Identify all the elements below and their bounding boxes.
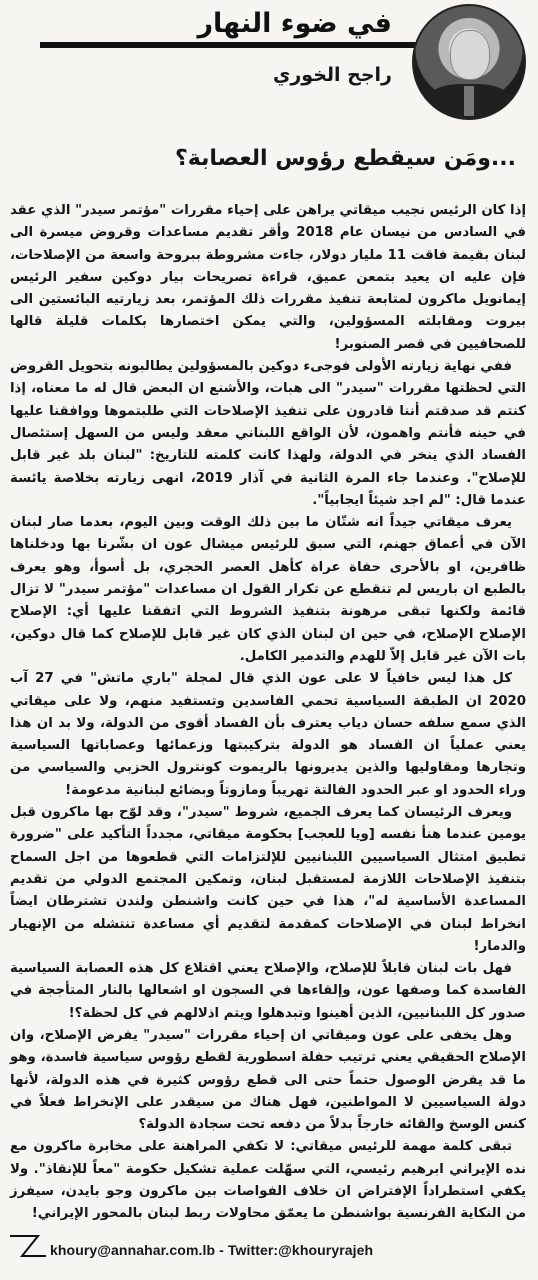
column-name: في ضوء النهار: [197, 8, 392, 39]
author-photo-face: [450, 30, 490, 80]
paragraph-8: تبقى كلمة مهمة للرئيس ميقاتي: لا تكفي المراهنة على مخابرة ماكرون مع نده الإيراني ابرهيم رئيسي، التي سهّلت عملية تشكيل حكومة "معاً للإنقاذ". ولا يكفي استطراداً الإفتراض ان خلاف الفواصات بين ماكرون وجو بايدن، سيفرز من النكاية الفرنسية بواشنطن ما يعمّق محاولات ربط لبنان بالمحور الإيراني!: [10, 1139, 526, 1222]
paragraph-4: كل هذا ليس خافياً لا على عون الذي قال لمجلة "باري ماتش" في 27 آب 2020 ان الطبقة السياسية تحمي الفاسدين وتستفيد منهم، ولا على ميقاتي الذي سمع سلفه حسان دياب يعترف بأن الفساد أقوى من الدولة، ولا بد ان هذا يعني عملياً ان الفساد هو الدولة بتركيبتها وزعمائها وعصاباتها السياسية وتجارها ومقاوليها والذين يديرونها بالريموت كونترول الحزبي والسياسي من وراء الحدود او عبر الحدود الفالتة تهريباً ومازوتاً وبضائع لبنانية مدعومة!: [10, 671, 526, 798]
author-contact: khoury@annahar.com.lb - Twitter:@khouryrajeh: [50, 1242, 374, 1258]
paragraph-5: ويعرف الرئيسان كما يعرف الجميع، شروط "سيدر"، وقد لوّح بها ماكرون قبل يومين عندما هنأ نفسه [ويا للعجب] بحكومة ميقاتي، مجدداً التأكيد على "ضرورة تطبيق امتثال السياسيين اللبنانيين للإلتزامات التي قطعوها من اجل السماح بتنفيذ الإصلاحات اللازمة لمستقبل لبنان، وتمكين المجتمع الدولي من تقديم المساعدة الأساسية له"، هذا في حين كانت واشنطن ولندن تشترطان ايضاً انخراط لبنان في الإصلاحات كمقدمة لتقديم أي مساعدة تنتشله من الإنهيار والدمار!: [10, 805, 526, 954]
paragraph-1: إذا كان الرئيس نجيب ميقاتي يراهن على إحياء مقررات "مؤتمر سيدر" الذي عقد في السادس من نيسان عام 2018 وأقر تقديم مساعدات وقروض ميسرة الى لبنان بقيمة فاقت 11 مليار دولار، جاءت مشروطة ببروحة واسعة من الإصلاحات، فإن عليه ان يعيد بتمعن عميق، قراءة تصريحات بيار دوكين سفير الرئيس إيمانويل ماكرون لمتابعة تنفيذ مقررات ذلك المؤتمر، بعد زيارتيه البائستين الى بيروت ومقابلته المسؤولين، والتي يمكن اختصارها بكلمات قليلة قالها للصحافيين في قصر الصنوبر!: [10, 203, 526, 352]
author-name: راجح الخوري: [272, 64, 392, 86]
paragraph-6: فهل بات لبنان قابلاً للإصلاح، والإصلاح يعني اقتلاع كل هذه العصابة السياسية الفاسدة كما وصفها عون، وإلقاءها في السجون او اشعالها بالنار المتأججة في صدور كل اللبنانيين، الذين أهينوا وتبدهلوا ويتم اذلالهم في كل لحظة؟!: [10, 961, 526, 1021]
paragraph-3: يعرف ميقاتي جيداً انه شتّان ما بين ذلك الوقت وبين اليوم، بعدما صار لبنان الآن في أعماق جهنم، التي سبق للرئيس ميشال عون ان بشّرنا بها ودخلناها ظافرين، او بالأحرى حفاة عراة كأهل العصر الحجري، بل أسوأ، وهو يعرف بالطبع ان باريس لم تنقطع عن تكرار القول ان مساعدات "مؤتمر سيدر" لا تزال قائمة ولكنها تبقى مرهونة بتنفيذ الشروط التي اتفقنا عليها أي: الإصلاح الإصلاح الإصلاح، في حين ان لبنان الذي كان غير قابل للإصلاح كما قال دوكين، بات الآن غير قابل إلاّ للهدم والتدمير الكامل.: [10, 515, 526, 664]
article-title: ...ومَن سيقطع رؤوس العصابة؟: [175, 146, 516, 171]
page-edge-mark: [8, 1232, 48, 1262]
author-photo: [412, 4, 526, 120]
paragraph-2: ففي نهاية زيارته الأولى فوجىء دوكين بالمسؤولين يطالبونه بتحويل القروض التي لحظتها مقررات "سيدر" الى هبات، والأشنع ان البعض قال له ما معناه، إذا كنتم قد صدقتم أننا قادرون على تنفيذ الإصلاحات التي طلبتموها ووافقنا عليها في حينه فأنتم واهمون، لأن الواقع اللبناني معقد وليس من السهل إستئصال الفساد الذي ينخر في الدولة، ولهذا كانت كلمته للتاريخ: "لبنان بلد غير قابل للإصلاح". وعندما جاء المرة الثانية في آذار 2019، انهى زيارته بخلاصة يائسة عندما قال: "لم اجد شيئاً ايجابياً".: [10, 359, 526, 508]
column-header: [40, 4, 534, 104]
author-photo-tie: [464, 86, 474, 116]
article-body: [10, 200, 526, 1226]
paragraph-7: وهل يخفى على عون وميقاتي ان إحياء مقررات "سيدر" يفرض الإصلاح، وان الإصلاح الحقيقي يعني ترتيب حفلة اسطورية لقطع رؤوس سياسية فاسدة، وهو ما قد يفرض الوصول حتماً حتى الى قطع رؤوس كثيرة في هذه الدولة، لأنها دولة السياسيين لا المواطنين، فهل هناك من سيقدر على الإنخراط فعلاً في كنس الوسخ والقائه خارجاً بدلاً من دفعه تحت سجادة الدولة؟: [10, 1027, 526, 1133]
header-rule: [40, 42, 436, 48]
